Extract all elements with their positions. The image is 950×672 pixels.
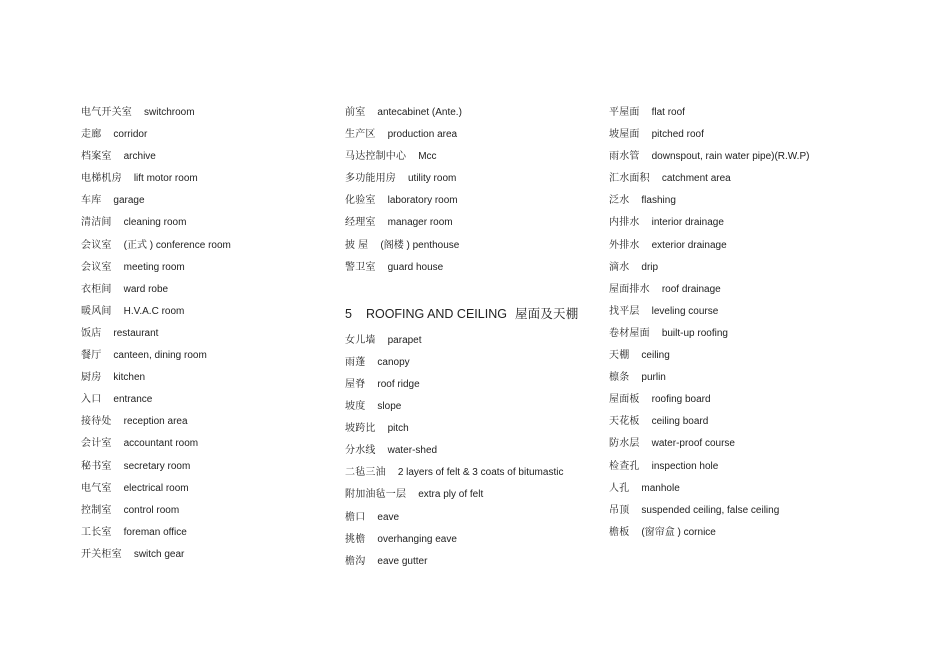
term-english: electrical room <box>123 482 189 494</box>
roofing-terms <box>345 334 600 577</box>
term-chinese: 警卫室 <box>345 261 376 273</box>
term-chinese: 厨房 <box>81 372 102 384</box>
term-english: (正式 ) conference room <box>123 239 231 251</box>
glossary-entry <box>345 106 600 128</box>
term-english: reception area <box>123 416 188 428</box>
term-chinese: 雨水管 <box>609 151 640 163</box>
term-english: antecabinet (Ante.) <box>377 107 462 118</box>
glossary-entry <box>609 239 929 261</box>
glossary-entry <box>609 216 929 238</box>
section-number: 5 <box>345 306 352 321</box>
term-english: cleaning room <box>123 217 187 229</box>
term-chinese: 吊顶 <box>609 504 630 516</box>
term-english: restaurant <box>113 327 159 339</box>
term-chinese: 檐口 <box>345 511 366 523</box>
term-chinese: 滴水 <box>609 261 630 273</box>
term-english: meeting room <box>123 261 185 273</box>
term-english: Mcc <box>418 151 437 163</box>
term-english: purlin <box>641 372 666 384</box>
glossary-entry <box>81 172 331 194</box>
term-english: water-shed <box>387 445 438 457</box>
term-english: suspended ceiling, false ceiling <box>641 504 780 516</box>
glossary-entry <box>81 460 331 482</box>
term-english: extra ply of felt <box>418 489 484 501</box>
glossary-entry <box>345 356 600 378</box>
term-chinese: 披 屋 <box>345 239 369 251</box>
glossary-entry <box>609 283 929 305</box>
term-chinese: 化验室 <box>345 195 376 207</box>
term-english: exterior drainage <box>651 239 727 251</box>
term-english: ceiling board <box>651 416 709 428</box>
term-english: roof drainage <box>661 283 721 295</box>
term-chinese: 饭店 <box>81 327 102 339</box>
term-english: built-up roofing <box>661 327 728 339</box>
glossary-entry <box>345 400 600 422</box>
glossary-entry <box>81 504 331 526</box>
term-english: drip <box>641 261 659 273</box>
term-chinese: 餐厅 <box>81 350 102 362</box>
term-chinese: 多功能用房 <box>345 173 396 185</box>
glossary-entry <box>345 533 600 555</box>
term-chinese: 入口 <box>81 394 102 406</box>
term-english: kitchen <box>113 372 146 384</box>
section-title-chinese: 屋面及天棚 <box>514 306 579 321</box>
term-chinese: 生产区 <box>345 129 376 141</box>
term-chinese: 檐板 <box>609 526 630 538</box>
term-chinese: 走廊 <box>81 129 102 141</box>
term-english: production area <box>387 129 458 141</box>
term-english: roof ridge <box>377 378 420 390</box>
term-chinese: 卷材屋面 <box>609 327 650 339</box>
term-chinese: 检查孔 <box>609 460 640 472</box>
term-chinese: 电梯机房 <box>81 173 122 185</box>
term-english: (阁楼 ) penthouse <box>380 239 460 251</box>
term-chinese: 接待处 <box>81 416 112 428</box>
term-english: parapet <box>387 334 422 346</box>
glossary-entry <box>81 393 331 415</box>
term-english: 2 layers of felt & 3 coats of bitumastic <box>397 467 564 479</box>
term-chinese: 檩条 <box>609 372 630 384</box>
term-english: ward robe <box>123 283 169 295</box>
glossary-entry <box>609 128 929 150</box>
term-chinese: 屋面排水 <box>609 283 650 295</box>
term-chinese: 屋面板 <box>609 394 640 406</box>
term-chinese: 天花板 <box>609 416 640 428</box>
term-english: manhole <box>641 482 680 494</box>
term-english: canteen, dining room <box>113 350 207 362</box>
section-title: ROOFING AND CEILING <box>365 306 507 321</box>
glossary-entry <box>81 526 331 548</box>
glossary-column-2 <box>345 106 600 577</box>
term-chinese: 控制室 <box>81 504 112 516</box>
term-english: secretary room <box>123 460 191 472</box>
glossary-entry <box>345 261 600 283</box>
term-chinese: 泛水 <box>609 195 630 207</box>
term-chinese: 会计室 <box>81 438 112 450</box>
glossary-entry <box>81 150 331 172</box>
glossary-entry <box>81 305 331 327</box>
term-english: manager room <box>387 217 453 229</box>
glossary-entry <box>609 327 929 349</box>
glossary-entry <box>609 526 929 548</box>
term-english: canopy <box>377 356 410 368</box>
term-chinese: 雨蓬 <box>345 356 366 368</box>
glossary-entry <box>609 172 929 194</box>
glossary-entry <box>609 150 929 172</box>
term-english: ceiling <box>641 350 670 362</box>
term-english: overhanging eave <box>377 533 457 545</box>
glossary-entry <box>345 422 600 444</box>
term-english: entrance <box>113 394 153 406</box>
term-chinese: 二毡三油 <box>345 467 386 479</box>
glossary-entry <box>609 194 929 216</box>
glossary-entry <box>345 128 600 150</box>
glossary-column-1 <box>81 106 331 570</box>
glossary-entry <box>345 216 600 238</box>
glossary-entry <box>81 216 331 238</box>
term-english: catchment area <box>661 173 731 185</box>
glossary-entry <box>609 482 929 504</box>
glossary-entry <box>609 349 929 371</box>
term-chinese: 坡屋面 <box>609 129 640 141</box>
term-english: eave gutter <box>377 555 428 567</box>
term-chinese: 电气室 <box>81 482 112 494</box>
term-chinese: 平屋面 <box>609 107 640 118</box>
term-english: switchroom <box>144 107 195 118</box>
glossary-entry <box>81 327 331 349</box>
glossary-entry <box>345 511 600 533</box>
glossary-entry <box>81 106 331 128</box>
glossary-entry <box>609 106 929 128</box>
term-english: downspout, rain water pipe)(R.W.P) <box>651 151 810 163</box>
glossary-entry <box>609 415 929 437</box>
term-chinese: 附加油毡一层 <box>345 489 407 501</box>
term-chinese: 经理室 <box>345 217 376 229</box>
term-english: utility room <box>408 173 457 185</box>
term-chinese: 车库 <box>81 195 102 207</box>
term-english: foreman office <box>123 526 187 538</box>
term-english: guard house <box>387 261 444 273</box>
term-english: eave <box>377 511 400 523</box>
term-chinese: 清洁间 <box>81 217 112 229</box>
glossary-entry <box>81 239 331 261</box>
term-chinese: 工长室 <box>81 526 112 538</box>
term-english: switch gear <box>133 548 185 560</box>
glossary-entry <box>81 548 331 570</box>
glossary-entry <box>345 466 600 488</box>
term-english: corridor <box>113 129 148 141</box>
term-chinese: 屋脊 <box>345 378 366 390</box>
glossary-entry <box>345 444 600 466</box>
term-english: inspection hole <box>651 460 719 472</box>
term-chinese: 找平层 <box>609 305 640 317</box>
room-terms-continued <box>345 106 600 283</box>
term-english: lift motor room <box>133 173 198 185</box>
glossary-entry <box>609 460 929 482</box>
glossary-entry <box>345 239 600 261</box>
glossary-entry <box>345 488 600 510</box>
term-english: pitched roof <box>651 129 704 141</box>
term-chinese: 檐沟 <box>345 555 366 567</box>
section-gap <box>345 283 600 306</box>
section-heading <box>345 306 600 334</box>
glossary-entry <box>609 305 929 327</box>
term-chinese: 坡度 <box>345 401 366 413</box>
glossary-entry <box>609 261 929 283</box>
glossary-entry <box>345 194 600 216</box>
term-chinese: 内排水 <box>609 217 640 229</box>
glossary-column-3 <box>609 106 929 548</box>
term-english: archive <box>123 151 156 163</box>
term-chinese: 暖风间 <box>81 305 112 317</box>
term-chinese: 会议室 <box>81 261 112 273</box>
term-chinese: 档案室 <box>81 151 112 163</box>
glossary-entry <box>609 437 929 459</box>
term-english: control room <box>123 504 180 516</box>
term-english: water-proof course <box>651 438 735 450</box>
term-english: roofing board <box>651 394 711 406</box>
term-english: slope <box>377 401 402 413</box>
glossary-entry <box>81 371 331 393</box>
term-chinese: 挑檐 <box>345 533 366 545</box>
term-english: leveling course <box>651 305 719 317</box>
term-chinese: 电气开关室 <box>81 107 132 118</box>
glossary-entry <box>345 378 600 400</box>
term-english: accountant room <box>123 438 199 450</box>
term-chinese: 衣柜间 <box>81 283 112 295</box>
glossary-entry <box>609 393 929 415</box>
glossary-entry <box>81 349 331 371</box>
term-chinese: 马达控制中心 <box>345 151 407 163</box>
term-chinese: 人孔 <box>609 482 630 494</box>
glossary-entry <box>81 261 331 283</box>
term-chinese: 汇水面积 <box>609 173 650 185</box>
glossary-entry <box>609 371 929 393</box>
glossary-entry <box>81 437 331 459</box>
glossary-entry <box>345 555 600 577</box>
glossary-entry <box>81 194 331 216</box>
term-english: interior drainage <box>651 217 724 229</box>
term-english: (窗帘盒 ) cornice <box>641 526 716 538</box>
term-chinese: 开关柜室 <box>81 548 122 560</box>
term-chinese: 坡跨比 <box>345 423 376 435</box>
glossary-entry <box>345 150 600 172</box>
term-english: flashing <box>641 195 676 207</box>
term-chinese: 女儿墙 <box>345 334 376 346</box>
term-english: pitch <box>387 423 409 435</box>
term-english: flat roof <box>651 107 685 118</box>
term-english: H.V.A.C room <box>123 305 185 317</box>
glossary-entry <box>609 504 929 526</box>
term-chinese: 秘书室 <box>81 460 112 472</box>
term-chinese: 天棚 <box>609 350 630 362</box>
glossary-entry <box>81 283 331 305</box>
glossary-entry <box>345 334 600 356</box>
term-chinese: 会议室 <box>81 239 112 251</box>
term-english: garage <box>113 195 145 207</box>
term-english: laboratory room <box>387 195 458 207</box>
term-chinese: 前室 <box>345 107 366 118</box>
term-chinese: 分水线 <box>345 445 376 457</box>
glossary-entry <box>345 172 600 194</box>
glossary-entry <box>81 128 331 150</box>
glossary-entry <box>81 482 331 504</box>
glossary-entry <box>81 415 331 437</box>
term-chinese: 外排水 <box>609 239 640 251</box>
term-chinese: 防水层 <box>609 438 640 450</box>
